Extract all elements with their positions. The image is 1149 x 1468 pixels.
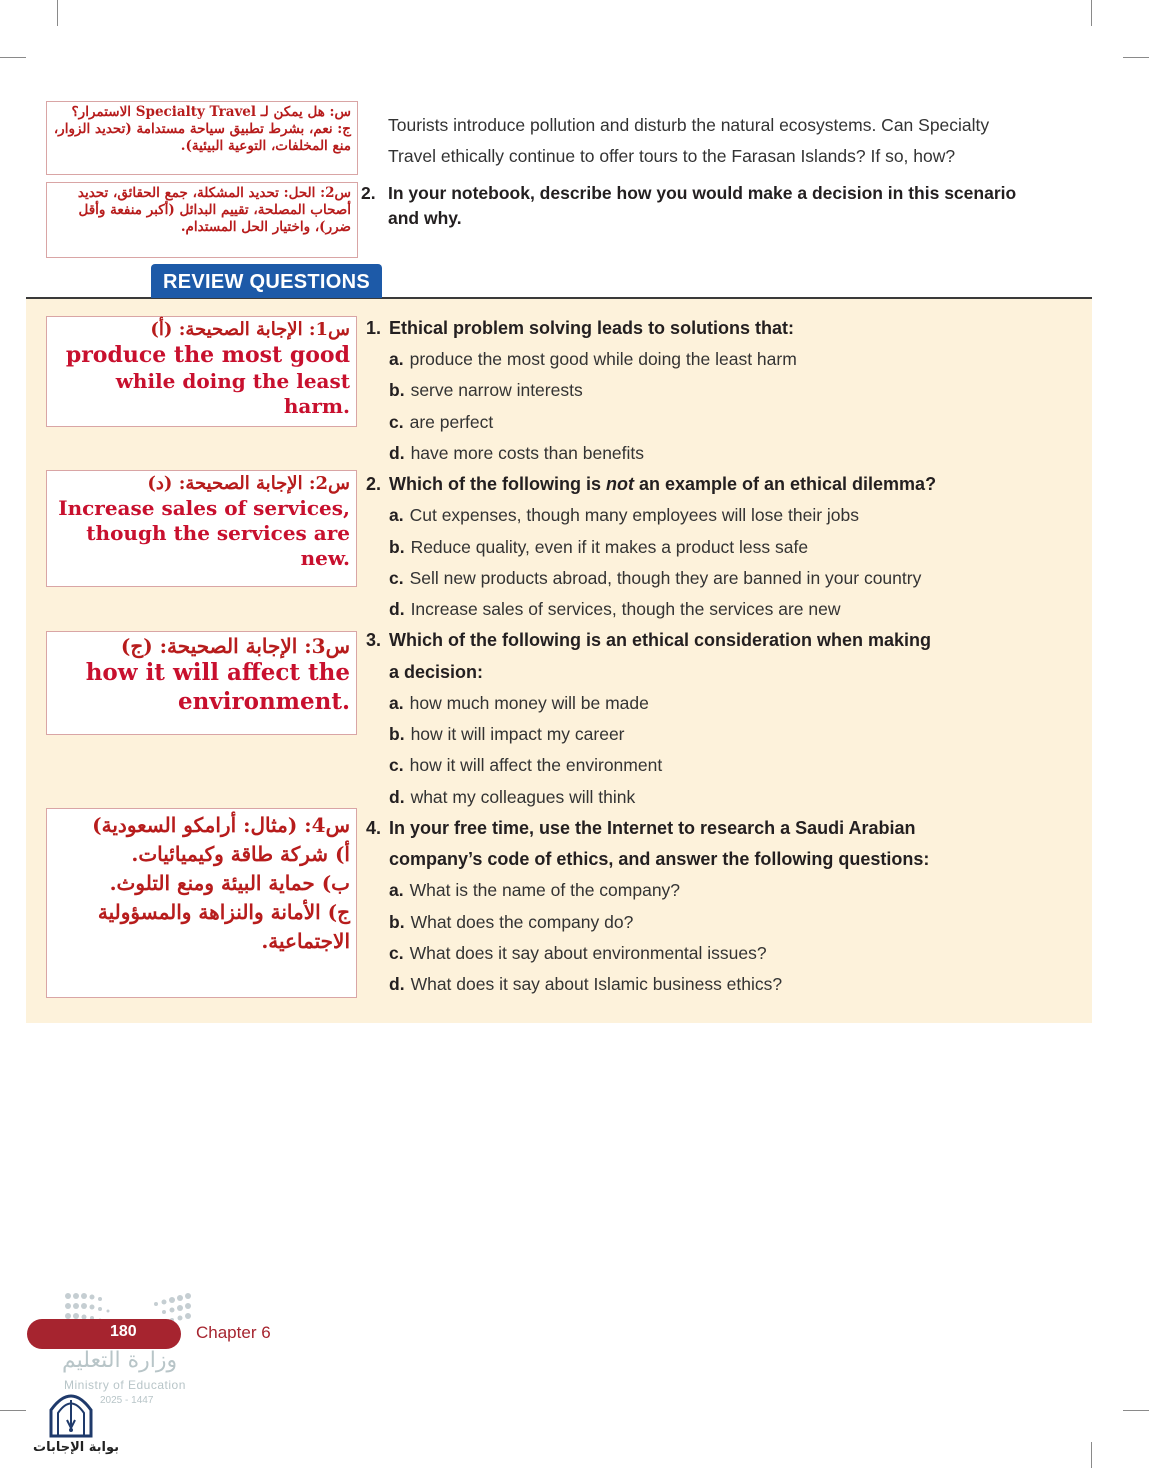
review-question-3 (366, 625, 931, 656)
question-text: an example of an ethical dilemma? (633, 474, 937, 494)
intro-line: In your notebook, describe how you would make a decision in this scenario (388, 183, 1017, 203)
page-number-badge (27, 1319, 181, 1349)
edition-year: 2025 - 1447 (100, 1395, 154, 1406)
question-number: 2. (361, 183, 376, 203)
review-question-3-cont (389, 657, 483, 688)
option: d. What does it say about Islamic business ethics? (389, 974, 783, 994)
answer-label: س1: الإجابة الصحيحة: (أ) (150, 319, 350, 340)
answer-box-q3 (46, 631, 357, 735)
review-question-1 (366, 313, 794, 344)
answer-line: environment. (178, 687, 350, 715)
crop-mark (1123, 57, 1149, 58)
answer-label: س3: الإجابة الصحيحة: (ج) (120, 634, 350, 658)
intro-line: Tourists introduce pollution and disturb the natural ecosystems. Can Specialty (388, 115, 990, 135)
option: d. have more costs than benefits (389, 443, 645, 463)
answer-line: though the services are (86, 520, 350, 545)
option: d. Increase sales of services, though the services are new (389, 599, 841, 619)
option: a. produce the most good while doing the least harm (389, 349, 797, 369)
answer-line: س2: الحل: تحديد المشكلة، جمع الحقائق، تحديد (77, 185, 351, 201)
ministry-name-en: Ministry of Education (64, 1378, 186, 1392)
question-number: 4. (366, 818, 382, 838)
crop-mark (1091, 1442, 1092, 1468)
answer-line: أ) شركة طاقة وكيميائيات. (131, 842, 350, 866)
answer-line: new. (300, 545, 350, 570)
answer-line: ب) حماية البيئة ومنع التلوث. (109, 871, 350, 895)
site-label: بوابة الإجابات (33, 1440, 119, 1455)
crop-mark (1123, 1410, 1149, 1411)
answer-line: produce the most good (65, 341, 350, 368)
page-number: 180 (110, 1323, 137, 1340)
answer-line: أصحاب المصلحة، تقييم البدائل (أكبر منفعة وأقل (78, 201, 351, 218)
answer-line: Increase sales of services, (58, 495, 350, 520)
question-number: 1. (366, 318, 382, 338)
chapter-label: Chapter 6 (196, 1323, 271, 1342)
question-text: company’s code of ethics, and answer the following questions: (389, 849, 930, 869)
intro-question-1 (388, 110, 989, 172)
answer-line: س4: (مثال: أرامكو السعودية) (92, 813, 350, 837)
option: a. Cut expenses, though many employees will lose their jobs (389, 505, 860, 525)
answer-line: ج: نعم، بشرط تطبيق سياحة مستدامة (تحديد الزوار، (53, 120, 351, 137)
question-text: Which of the following is (389, 474, 606, 494)
intro-line: Travel ethically continue to offer tours to the Farasan Islands? If so, how? (388, 146, 956, 166)
option: c. What does it say about environmental issues? (389, 943, 767, 963)
question-number: 3. (366, 630, 382, 650)
option: b. how it will impact my career (389, 724, 625, 744)
answer-line: while doing the least harm. (115, 369, 350, 418)
answer-box-intro-2 (46, 182, 358, 258)
answer-line: ضرر)، واختيار الحل المستدام. (180, 218, 351, 235)
answer-box-q1 (46, 316, 357, 427)
option: c. Sell new products abroad, though they are banned in your country (389, 568, 922, 588)
answer-line: how it will affect the (85, 659, 350, 686)
intro-line: and why. (388, 208, 462, 228)
option: a. how much money will be made (389, 693, 649, 713)
question-number: 2. (366, 474, 382, 494)
crop-mark (57, 0, 58, 26)
answer-box-q4 (46, 808, 357, 998)
question-emphasis: not (605, 474, 634, 494)
question-text: Ethical problem solving leads to solutions that: (389, 318, 795, 338)
crop-mark (0, 1410, 26, 1411)
mosque-logo-icon (47, 1386, 95, 1438)
option: b. Reduce quality, even if it makes a product less safe (389, 537, 809, 557)
answer-label: س2: الإجابة الصحيحة: (د) (147, 473, 350, 494)
question-text: In your free time, use the Internet to research a Saudi Arabian (389, 818, 916, 838)
answer-line: س: هل يمكن لـ Specialty Travel الاستمرار؟ (71, 104, 351, 120)
review-question-4-cont (389, 844, 929, 875)
review-question-4 (366, 813, 915, 844)
ministry-name-ar: وزارة التعليم (62, 1348, 178, 1373)
option: d. what my colleagues will think (389, 787, 636, 807)
intro-question-2 (361, 181, 1016, 231)
question-text: Which of the following is an ethical consideration when making (389, 630, 932, 650)
question-text: a decision: (389, 662, 484, 682)
review-question-2 (366, 469, 936, 500)
answer-line: منع المخلفات، التوعية البيئية). (180, 137, 351, 154)
answer-box-intro-1 (46, 101, 358, 175)
answer-line: الاجتماعية. (261, 929, 350, 953)
crop-mark (1091, 0, 1092, 26)
crop-mark (0, 57, 26, 58)
option: b. serve narrow interests (389, 380, 583, 400)
option: b. What does the company do? (389, 912, 634, 932)
answer-line: ج) الأمانة والنزاهة والمسؤولية (97, 900, 350, 924)
answer-box-q2 (46, 470, 357, 587)
option: c. how it will affect the environment (389, 755, 663, 775)
review-heading: REVIEW QUESTIONS (151, 264, 382, 298)
option: a. What is the name of the company? (389, 880, 681, 900)
option: c. are perfect (389, 412, 494, 432)
